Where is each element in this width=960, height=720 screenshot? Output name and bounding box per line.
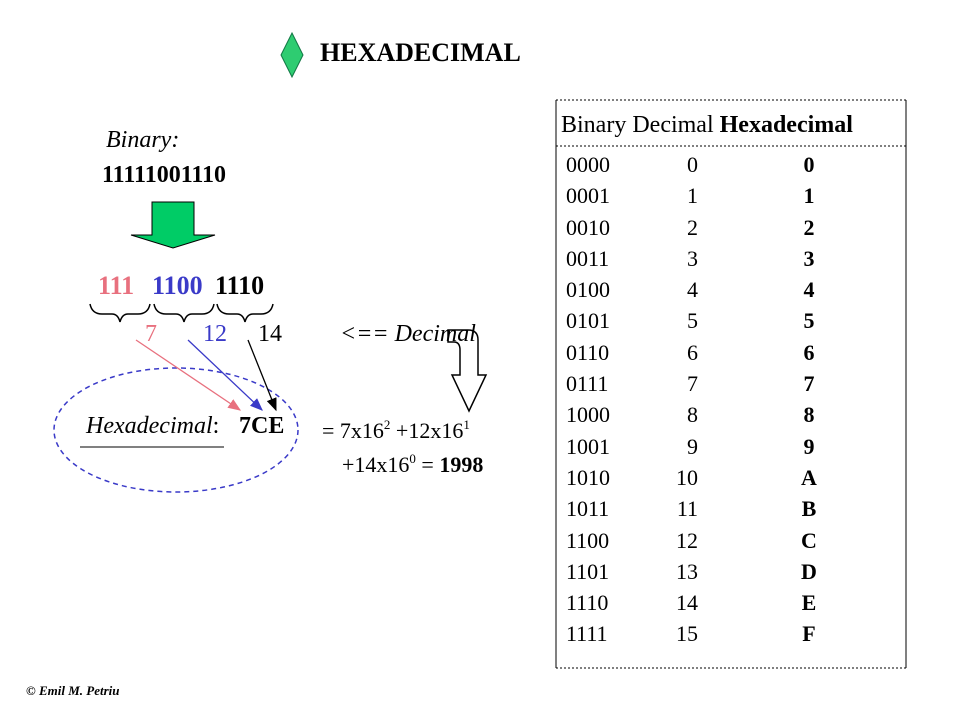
cell-binary: 1100: [566, 527, 610, 553]
cell-hex: 2: [803, 214, 815, 240]
table-row: [556, 340, 906, 371]
copyright-text: © Emil M. Petriu: [26, 683, 120, 698]
binary-value: 11111001110: [102, 162, 227, 188]
cell-hex: 0: [803, 152, 815, 177]
cell-decimal: 12: [676, 527, 698, 553]
cell-hex: E: [801, 590, 817, 616]
hex-separator: :: [212, 413, 220, 439]
cell-binary: 0101: [566, 308, 610, 334]
table-rows: [556, 152, 906, 653]
cell-hex: 5: [803, 308, 815, 334]
cell-hex: D: [801, 558, 817, 584]
map-arrow-14: [248, 340, 276, 410]
table-header: [561, 112, 853, 139]
group-decimal-3: 14: [258, 321, 282, 347]
table-row: [556, 621, 906, 652]
cell-decimal: 14: [676, 590, 698, 616]
header-binary: Binary: [561, 112, 627, 138]
table-row: [556, 308, 906, 339]
conversion-table: [556, 100, 906, 668]
table-row: [556, 152, 906, 183]
cell-binary: 1001: [566, 433, 610, 459]
table-row: [556, 402, 906, 433]
cell-decimal: 0: [687, 152, 698, 177]
cell-decimal: 7: [687, 371, 698, 397]
cell-binary: 0111: [566, 371, 609, 397]
binary-label: Binary:: [106, 127, 180, 153]
cell-hex: B: [801, 496, 817, 522]
formula-part: = 7x16: [322, 418, 384, 443]
cell-binary: 1110: [566, 590, 609, 616]
group-bits-3: 1110: [215, 271, 265, 300]
table-row: [556, 215, 906, 246]
formula-part: +14x16: [342, 452, 410, 477]
cell-decimal: 4: [687, 277, 698, 303]
cell-decimal: 9: [687, 433, 698, 459]
cell-hex: 9: [803, 433, 815, 459]
cell-hex: A: [801, 464, 817, 490]
cell-binary: 1011: [566, 496, 610, 522]
cell-decimal: 15: [676, 621, 698, 647]
cell-hex: 8: [803, 402, 815, 428]
cell-binary: 1010: [566, 464, 610, 490]
cell-binary: 0110: [566, 339, 610, 365]
brace-group-1: [90, 304, 150, 322]
cell-decimal: 5: [687, 308, 698, 334]
cell-binary: 1101: [566, 558, 610, 584]
cell-binary: 0100: [566, 277, 610, 303]
cell-decimal: 1: [687, 183, 698, 209]
table-row: [556, 559, 906, 590]
cell-hex: 6: [803, 339, 815, 365]
group-bits-2: 1100: [152, 271, 203, 300]
table-row: [556, 183, 906, 214]
cell-binary: 0011: [566, 245, 610, 271]
cell-decimal: 6: [687, 339, 698, 365]
group-decimal-2: 12: [203, 321, 227, 347]
cell-hex: 4: [803, 277, 815, 303]
table-row: [556, 434, 906, 465]
hex-value: 7CE: [239, 413, 285, 439]
down-arrow-icon: [131, 202, 215, 248]
cell-binary: 1000: [566, 402, 610, 428]
formula-result: 1998: [439, 452, 484, 477]
formula-part: +12x16: [390, 418, 464, 443]
cell-hex: 1: [803, 183, 815, 209]
cell-hex: 3: [803, 245, 815, 271]
cell-hex: F: [802, 621, 816, 647]
cell-decimal: 3: [687, 245, 698, 271]
cell-hex: C: [801, 527, 817, 553]
group-bits-1: 111: [98, 271, 135, 300]
table-row: [556, 496, 906, 527]
hex-label-text: Hexadecimal: [86, 413, 213, 439]
formula-exponent: 0: [409, 451, 416, 466]
cell-binary: 1111: [566, 621, 608, 647]
cell-hex: 7: [803, 371, 815, 397]
cell-binary: 0001: [566, 183, 610, 209]
page-title: HEXADECIMAL: [320, 38, 521, 67]
table-row: [556, 277, 906, 308]
formula-line-1: [322, 418, 470, 444]
cell-binary: 0010: [566, 214, 610, 240]
brace-group-2: [154, 304, 214, 322]
group-decimal-1: 7: [145, 321, 157, 347]
hex-label: [86, 413, 219, 440]
formula-exponent: 1: [463, 417, 470, 432]
diamond-bullet-icon: [281, 33, 303, 77]
header-hexadecimal: Hexadecimal: [719, 112, 853, 138]
table-row: [556, 246, 906, 277]
cell-binary: 0000: [566, 152, 610, 177]
header-decimal: Decimal: [632, 112, 714, 138]
decimal-label: <== Decimal: [340, 321, 476, 347]
table-row: [556, 590, 906, 621]
cell-decimal: 11: [676, 496, 698, 522]
table-row: [556, 371, 906, 402]
brace-group-3: [217, 304, 273, 322]
cell-decimal: 13: [676, 558, 698, 584]
cell-decimal: 2: [687, 214, 698, 240]
formula-line-2: [342, 452, 483, 478]
table-row: [556, 465, 906, 496]
formula-exponent: 2: [383, 417, 391, 432]
table-row: [556, 528, 906, 559]
formula-part: =: [415, 452, 440, 477]
cell-decimal: 8: [687, 402, 698, 428]
cell-decimal: 10: [676, 464, 698, 490]
